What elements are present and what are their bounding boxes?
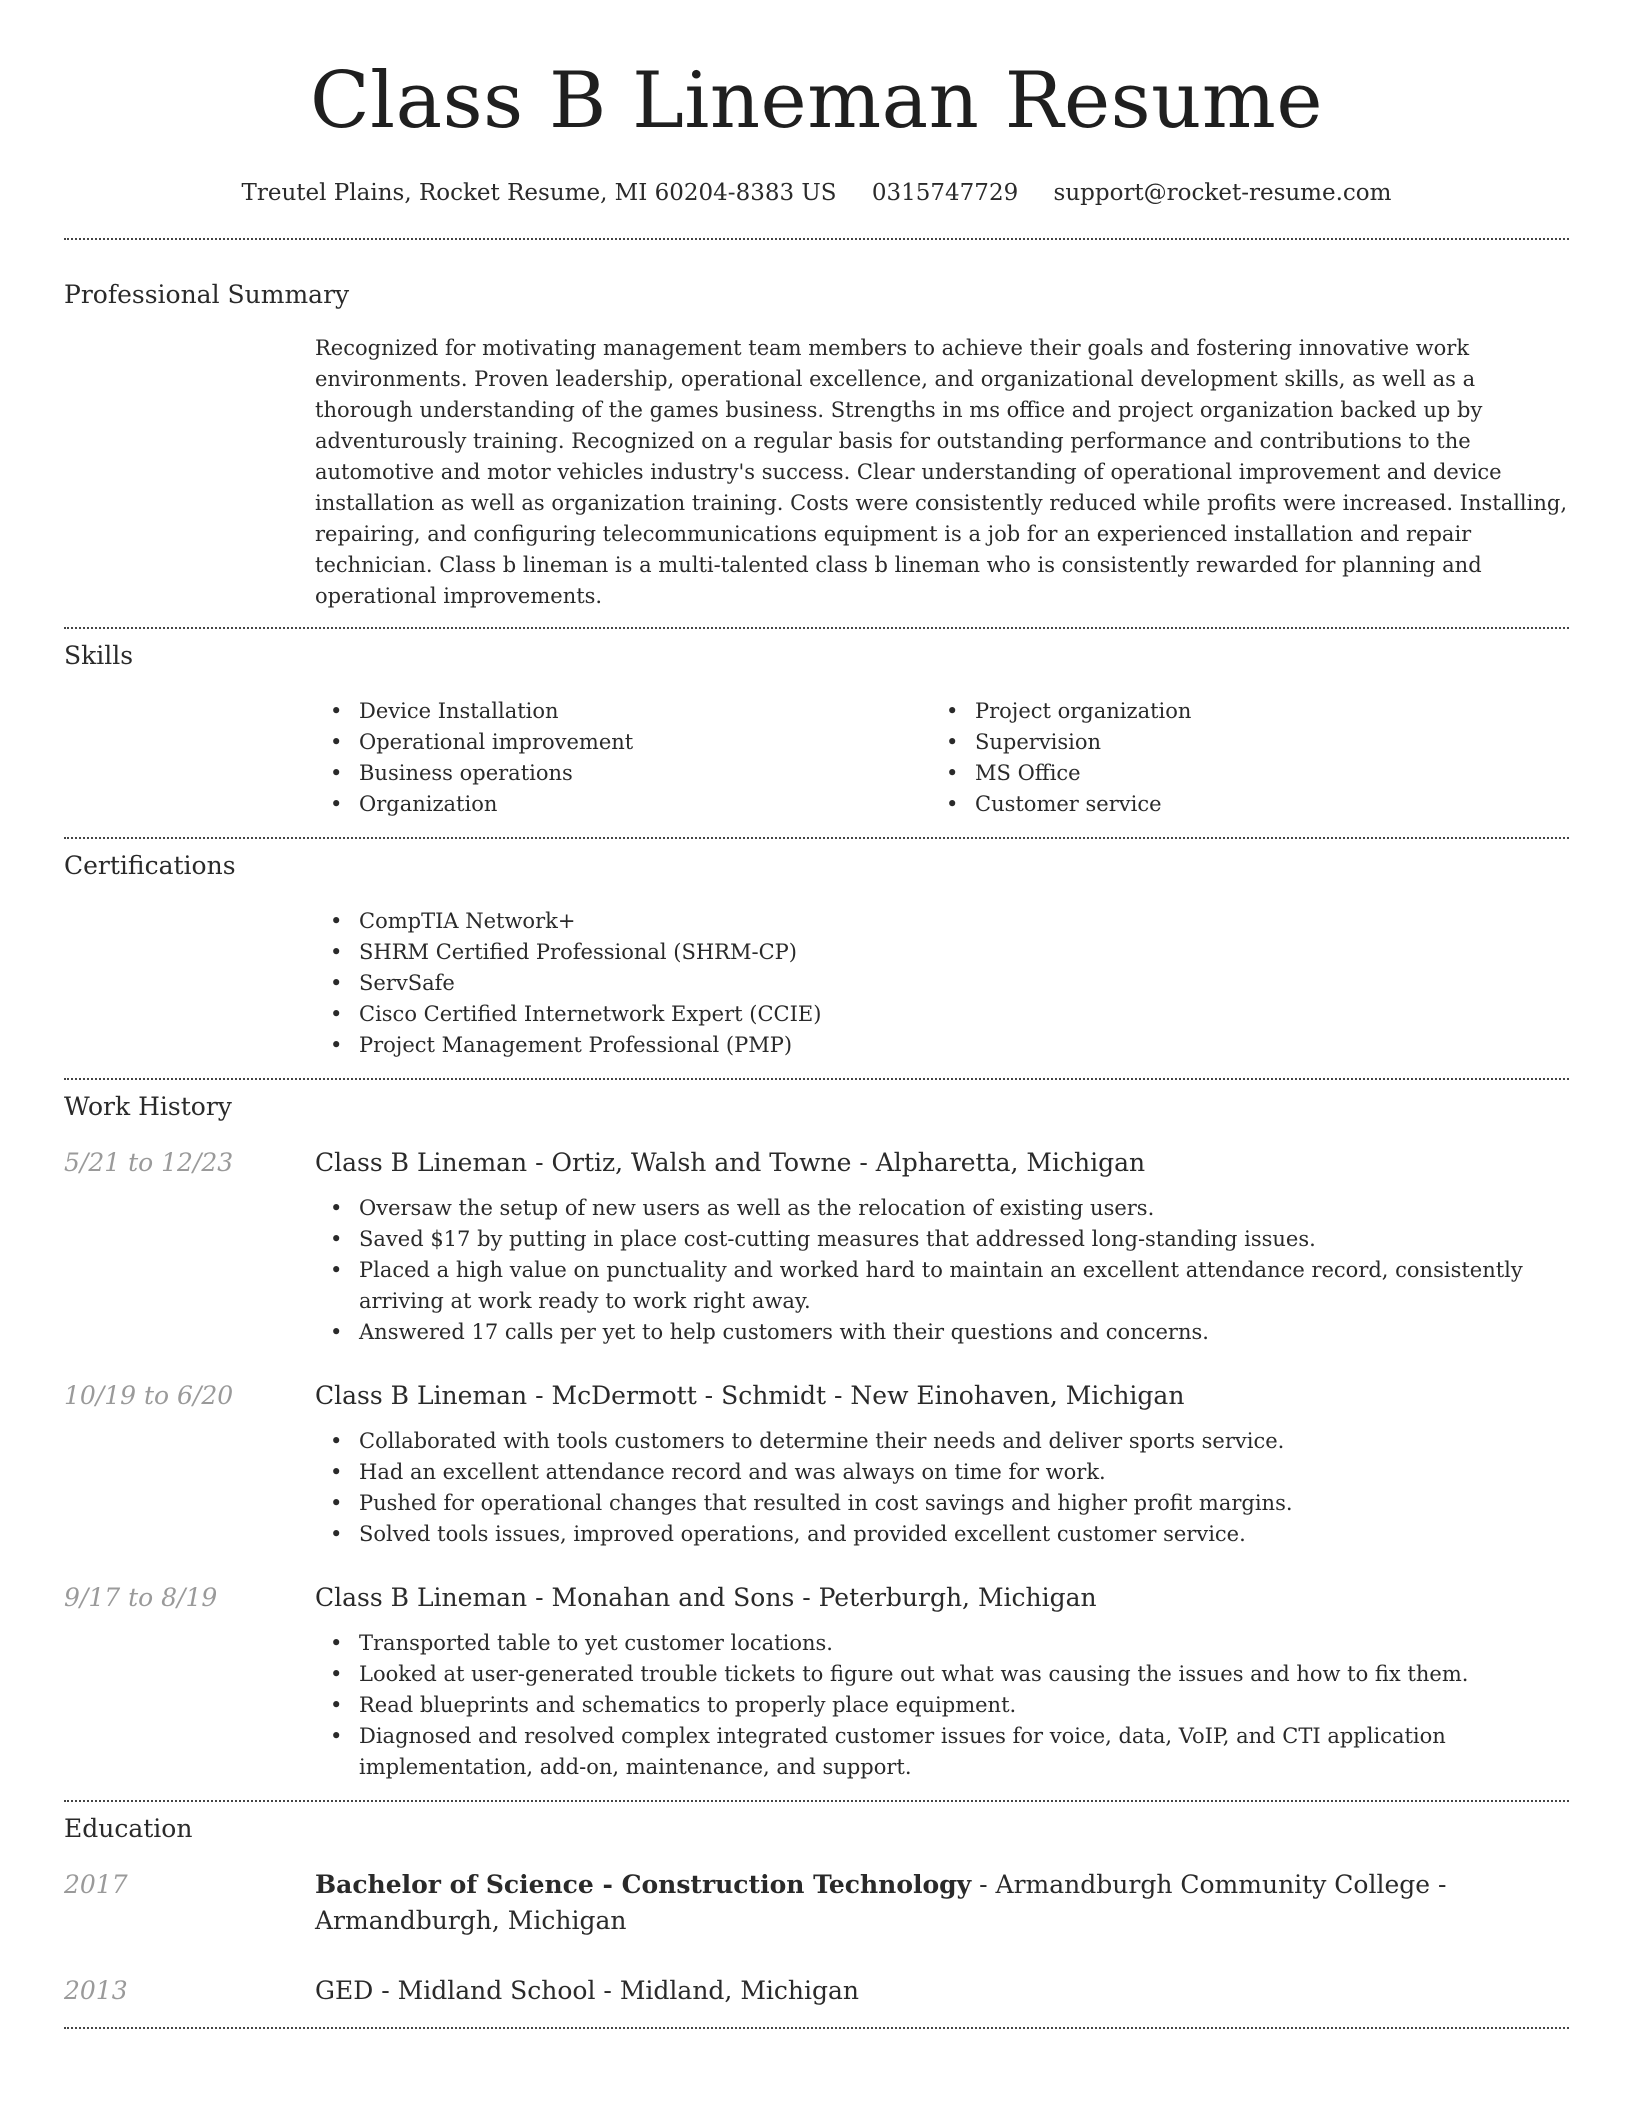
- education-title: [315, 1867, 1569, 1939]
- section-divider: [64, 837, 1569, 839]
- certification-item: • Project Management Professional (PMP): [315, 1030, 1569, 1061]
- section-divider: [64, 2027, 1569, 2029]
- job-header: [64, 1378, 1569, 1414]
- job-entry: [64, 1378, 1569, 1550]
- skills-list: [315, 696, 1569, 820]
- skill-item: • Project organization: [931, 696, 1547, 727]
- education-year: 2017: [64, 1869, 128, 1899]
- education-school: - Armandburgh Community College - Armandburgh, Michigan: [315, 1869, 1447, 1935]
- job-bullet: • Diagnosed and resolved complex integrated customer issues for voice, data, VoIP, and CTI application implementation, add-on, maintenance, and support.: [315, 1721, 1569, 1783]
- contact-line: [64, 180, 1569, 208]
- job-bullet: • Transported table to yet customer locations.: [315, 1628, 1569, 1659]
- job-bullets: [315, 1193, 1569, 1348]
- job-bullet: • Looked at user-generated trouble tickets to figure out what was causing the issues and how to fix them.: [315, 1659, 1569, 1690]
- job-bullets: [315, 1628, 1569, 1783]
- skill-item: • Operational improvement: [315, 727, 931, 758]
- education-degree: GED: [315, 1975, 374, 2005]
- work-history-heading: Work History: [64, 1091, 232, 1121]
- skill-item: • Device Installation: [315, 696, 931, 727]
- contact-address: Treutel Plains, Rocket Resume, MI 60204-8383 US: [241, 180, 837, 206]
- skill-item: • Supervision: [931, 727, 1547, 758]
- job-entry: [64, 1145, 1569, 1348]
- job-bullets: [315, 1426, 1569, 1550]
- job-bullet: • Solved tools issues, improved operations, and provided excellent customer service.: [315, 1519, 1569, 1550]
- skills-section: [64, 641, 1569, 820]
- contact-phone: 0315747729: [871, 180, 1019, 206]
- job-dates: 10/19 to 6/20: [64, 1380, 234, 1410]
- job-bullet: • Oversaw the setup of new users as well as the relocation of existing users.: [315, 1193, 1569, 1224]
- work-history-section: [64, 1092, 1569, 1783]
- certification-item: • CompTIA Network+: [315, 906, 1569, 937]
- job-header: [64, 1580, 1569, 1616]
- job-bullet: • Answered 17 calls per yet to help customers with their questions and concerns.: [315, 1317, 1569, 1348]
- resume-title: Class B Lineman Resume: [309, 56, 1323, 146]
- job-title: Class B Lineman - Ortiz, Walsh and Towne - Alpharetta, Michigan: [315, 1147, 1146, 1177]
- job-bullet: • Read blueprints and schematics to properly place equipment.: [315, 1690, 1569, 1721]
- job-header: [64, 1145, 1569, 1181]
- section-divider: [64, 1078, 1569, 1080]
- skill-item: • Customer service: [931, 789, 1547, 820]
- certifications-section: [64, 851, 1569, 1061]
- certifications-heading: Certifications: [64, 850, 236, 880]
- summary-section: [64, 280, 1569, 612]
- job-title: Class B Lineman - McDermott - Schmidt - New Einohaven, Michigan: [315, 1380, 1185, 1410]
- skills-column-left: [315, 696, 931, 820]
- resume-page: [64, 0, 1569, 2029]
- education-title: [315, 1973, 1569, 2009]
- summary-heading: Professional Summary: [64, 279, 350, 309]
- skill-item: • Organization: [315, 789, 931, 820]
- education-degree: Bachelor of Science - Construction Technology: [315, 1869, 972, 1899]
- job-bullet: • Collaborated with tools customers to determine their needs and deliver sports service.: [315, 1426, 1569, 1457]
- job-bullet: • Pushed for operational changes that resulted in cost savings and higher profit margins.: [315, 1488, 1569, 1519]
- certifications-list: [315, 906, 1569, 1061]
- education-heading: Education: [64, 1813, 193, 1843]
- certification-item: • Cisco Certified Internetwork Expert (CCIE): [315, 999, 1569, 1030]
- skills-heading: Skills: [64, 640, 134, 670]
- certification-item: • ServSafe: [315, 968, 1569, 999]
- job-bullet: • Saved $17 by putting in place cost-cutting measures that addressed long-standing issues.: [315, 1224, 1569, 1255]
- section-divider: [64, 238, 1569, 240]
- skill-item: • MS Office: [931, 758, 1547, 789]
- education-entry: [64, 1867, 1569, 1939]
- section-divider: [64, 627, 1569, 629]
- job-bullet: • Had an excellent attendance record and was always on time for work.: [315, 1457, 1569, 1488]
- job-title: Class B Lineman - Monahan and Sons - Peterburgh, Michigan: [315, 1582, 1097, 1612]
- contact-email: support@rocket-resume.com: [1053, 180, 1392, 206]
- job-dates: 5/21 to 12/23: [64, 1147, 234, 1177]
- education-school: - Midland School - Midland, Michigan: [373, 1975, 860, 2005]
- certification-item: • SHRM Certified Professional (SHRM-CP): [315, 937, 1569, 968]
- summary-text: Recognized for motivating management team members to achieve their goals and fostering innovative work environments. Proven leadership, operational excellence, and organizational development skills, as well as a thorough understanding of the games business. Strengths in ms office and project organization backed up by adventurously training. Recognized on a regular basis for outstanding performance and contributions to the automotive and motor vehicles industry's success. Clear understanding of operational improvement and device installation as well as organization training. Costs were consistently reduced while profits were increased. Installing, repairing, and configuring telecommunications equipment is a job for an experienced installation and repair technician. Class b lineman is a multi-talented class b lineman who is consistently rewarded for planning and operational improvements.: [315, 335, 1568, 608]
- skill-item: • Business operations: [315, 758, 931, 789]
- section-divider: [64, 1800, 1569, 1802]
- education-year: 2013: [64, 1975, 128, 2005]
- job-bullet: • Placed a high value on punctuality and worked hard to maintain an excellent attendance record, consistently arriving at work ready to work right away.: [315, 1255, 1569, 1317]
- education-entry: [64, 1973, 1569, 2009]
- job-dates: 9/17 to 8/19: [64, 1582, 218, 1612]
- education-section: [64, 1814, 1569, 2009]
- skills-column-right: [931, 696, 1547, 820]
- job-entry: [64, 1580, 1569, 1783]
